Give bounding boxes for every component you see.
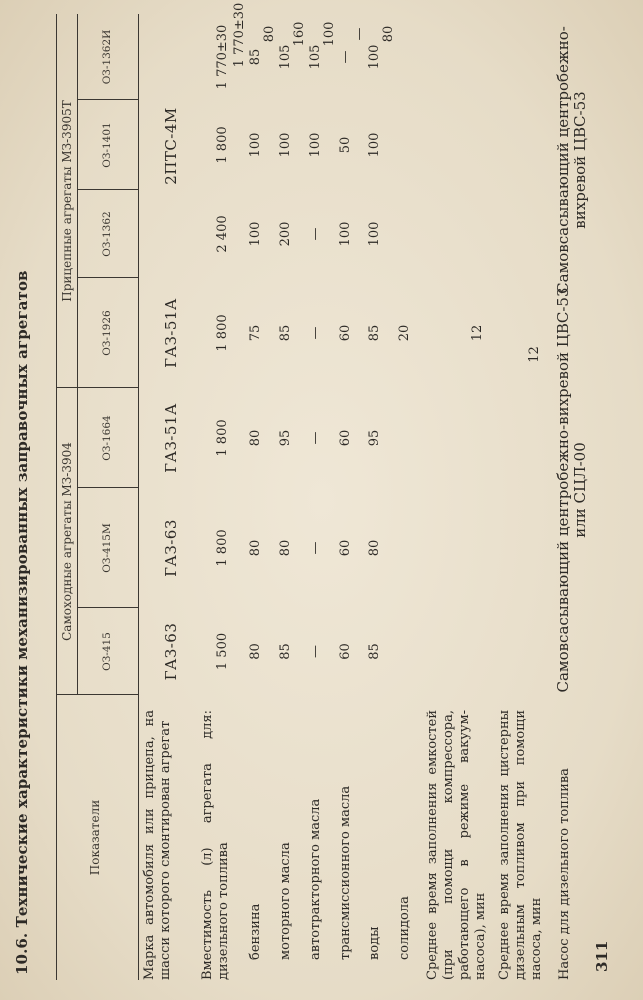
cell-motor-oil-oz1362: 200	[278, 221, 293, 247]
cell-petrol-oz1926: 75	[248, 324, 263, 342]
cell-capacity-oz415: 1 500	[215, 632, 230, 671]
cell-trans-oil-oz1362i: —	[338, 50, 353, 64]
row-label-fill-time-vessel: Среднее время заполнения емкостей (при помощи компрессора, работающего в режиме вакуум-насоса), мин	[425, 710, 488, 980]
cell-motor-oil-oz1926: 85	[278, 324, 293, 342]
cell-capacity-oz1926: 1 800	[215, 314, 230, 352]
cell-water-oz1401: 100	[367, 132, 382, 158]
row-label-trans-oil: трансмиссионного масла	[338, 785, 353, 960]
col-header-oz1362i: ОЗ-1362И	[101, 29, 113, 85]
cell-motor-oil-oz1362i: 105	[278, 44, 293, 70]
cell-tractor-oil-oz1926: —	[308, 326, 323, 340]
row-label-petrol: бензина	[248, 903, 263, 960]
cell-motor-oil-oz1401i: 160	[292, 21, 307, 47]
cell-water-oz1362: 100	[367, 221, 382, 247]
cell-capacity-oz415m: 1 800	[215, 529, 230, 567]
cell-capacity-oz1362i: 1 770±30	[215, 24, 230, 90]
col-header-oz1362: ОЗ-1362	[101, 211, 113, 257]
cell-tractor-oil-oz415: —	[308, 645, 323, 658]
cell-petrol-oz1362: 100	[248, 221, 263, 247]
cell-trans-oil-oz415m: 60	[338, 539, 353, 557]
cell-water-oz1401i: 80	[381, 25, 396, 43]
cell-tractor-oil-oz1362: —	[308, 227, 323, 241]
cell-motor-oil-oz1401: 100	[278, 132, 293, 158]
cell-petrol-oz1664: 80	[248, 429, 263, 447]
group-header-rule	[77, 14, 78, 695]
cell-trans-oil-oz1362: 100	[338, 221, 353, 247]
row-label-solidol: солидола	[397, 896, 412, 960]
cell-motor-oil-oz415m: 80	[278, 539, 293, 557]
cell-fill-time-tank: 12	[527, 346, 542, 363]
cell-trans-oil-oz1401i: —	[352, 27, 367, 41]
cell-water-oz1664: 95	[367, 429, 382, 447]
col-header-oz415m: ОЗ-415М	[101, 523, 113, 573]
header-bottom-rule	[138, 14, 139, 980]
header-group-trailer: Прицепные агрегаты МЗ-3905Т	[60, 100, 74, 302]
row-label-chassis: Марка автомобиля или прицепа, на шасси которого смонтирован агрегат	[142, 710, 173, 980]
header-group-self: Самоходные агрегаты МЗ-3904	[60, 442, 74, 641]
row-label-pump: Насос для дизельного топлива	[557, 768, 572, 980]
cell-chassis-oz1926: ГАЗ-51А	[162, 298, 180, 368]
cell-water-oz415: 85	[367, 643, 382, 660]
cell-water-oz415m: 80	[367, 539, 382, 557]
row-label-fill-time-tank: Среднее время заполнения цистерны дизельным топливом при помощи насоса, мин	[497, 710, 544, 980]
cell-trans-oil-oz1926: 60	[338, 324, 353, 342]
row-label-motor-oil: моторного масла	[278, 842, 293, 960]
cell-capacity-oz1362: 2 400	[215, 215, 230, 253]
cell-tractor-oil-oz1362i: 105	[308, 44, 323, 70]
cell-solidol: 20	[397, 324, 412, 342]
cell-tractor-oil-oz1401i: 100	[322, 21, 337, 47]
col-header-oz1664: ОЗ-1664	[101, 415, 113, 461]
cell-tractor-oil-oz1401: 100	[308, 132, 323, 158]
cell-trans-oil-oz1664: 60	[338, 429, 353, 447]
table-top-rule	[56, 14, 57, 980]
cell-water-oz1362i: 100	[367, 44, 382, 70]
cell-trans-oil-oz415: 60	[338, 643, 353, 660]
cell-pump-self: Самовсасывающий центробежно-вихревой ЦВС-53 или СЦЛ-00	[554, 287, 589, 693]
col-header-oz415: ОЗ-415	[101, 632, 113, 671]
row-label-tractor-oil: автотракторного масла	[308, 798, 323, 960]
page-number: 311	[593, 940, 611, 972]
cell-chassis-oz415m: ГАЗ-63	[162, 519, 180, 577]
cell-petrol-oz1401: 100	[248, 132, 263, 158]
table-title: 10.6. Технические характеристики механизированных заправочных агрегатов	[13, 270, 31, 975]
header-indicators: Показатели	[88, 799, 102, 876]
cell-capacity-oz1664: 1 800	[215, 419, 230, 457]
cell-motor-oil-oz1664: 95	[278, 429, 293, 447]
cell-tractor-oil-oz1664: —	[308, 431, 323, 445]
col-header-oz1926: ОЗ-1926	[101, 310, 113, 356]
cell-fill-time-vessel: 12	[470, 324, 485, 342]
row-label-capacity: Вместимость (л) агрегата для: дизельного топлива	[200, 710, 231, 980]
cell-chassis-oz415: ГАЗ-63	[162, 622, 180, 681]
col-header-oz1401: ОЗ-1401	[101, 122, 113, 168]
cell-tractor-oil-oz415m: —	[308, 541, 323, 555]
cell-trans-oil-oz1401: 50	[338, 136, 353, 154]
cell-capacity-oz1401i: 1 770±30	[232, 2, 247, 68]
row-label-water: воды	[367, 926, 382, 960]
cell-petrol-oz1401i: 80	[262, 25, 277, 43]
cell-chassis-trailer: 2ПТС-4М	[162, 107, 180, 185]
cell-petrol-oz415: 80	[248, 643, 263, 660]
cell-chassis-oz1664: ГАЗ-51А	[162, 403, 180, 473]
cell-motor-oil-oz415: 85	[278, 643, 293, 660]
cell-pump-trailer: Самовсасывающий центробежно-вихревой ЦВС-53	[554, 26, 589, 294]
cell-petrol-oz1362i: 85	[248, 48, 263, 66]
cell-petrol-oz415m: 80	[248, 539, 263, 557]
cell-water-oz1926: 85	[367, 324, 382, 342]
cell-capacity-oz1401: 1 800	[215, 126, 230, 164]
